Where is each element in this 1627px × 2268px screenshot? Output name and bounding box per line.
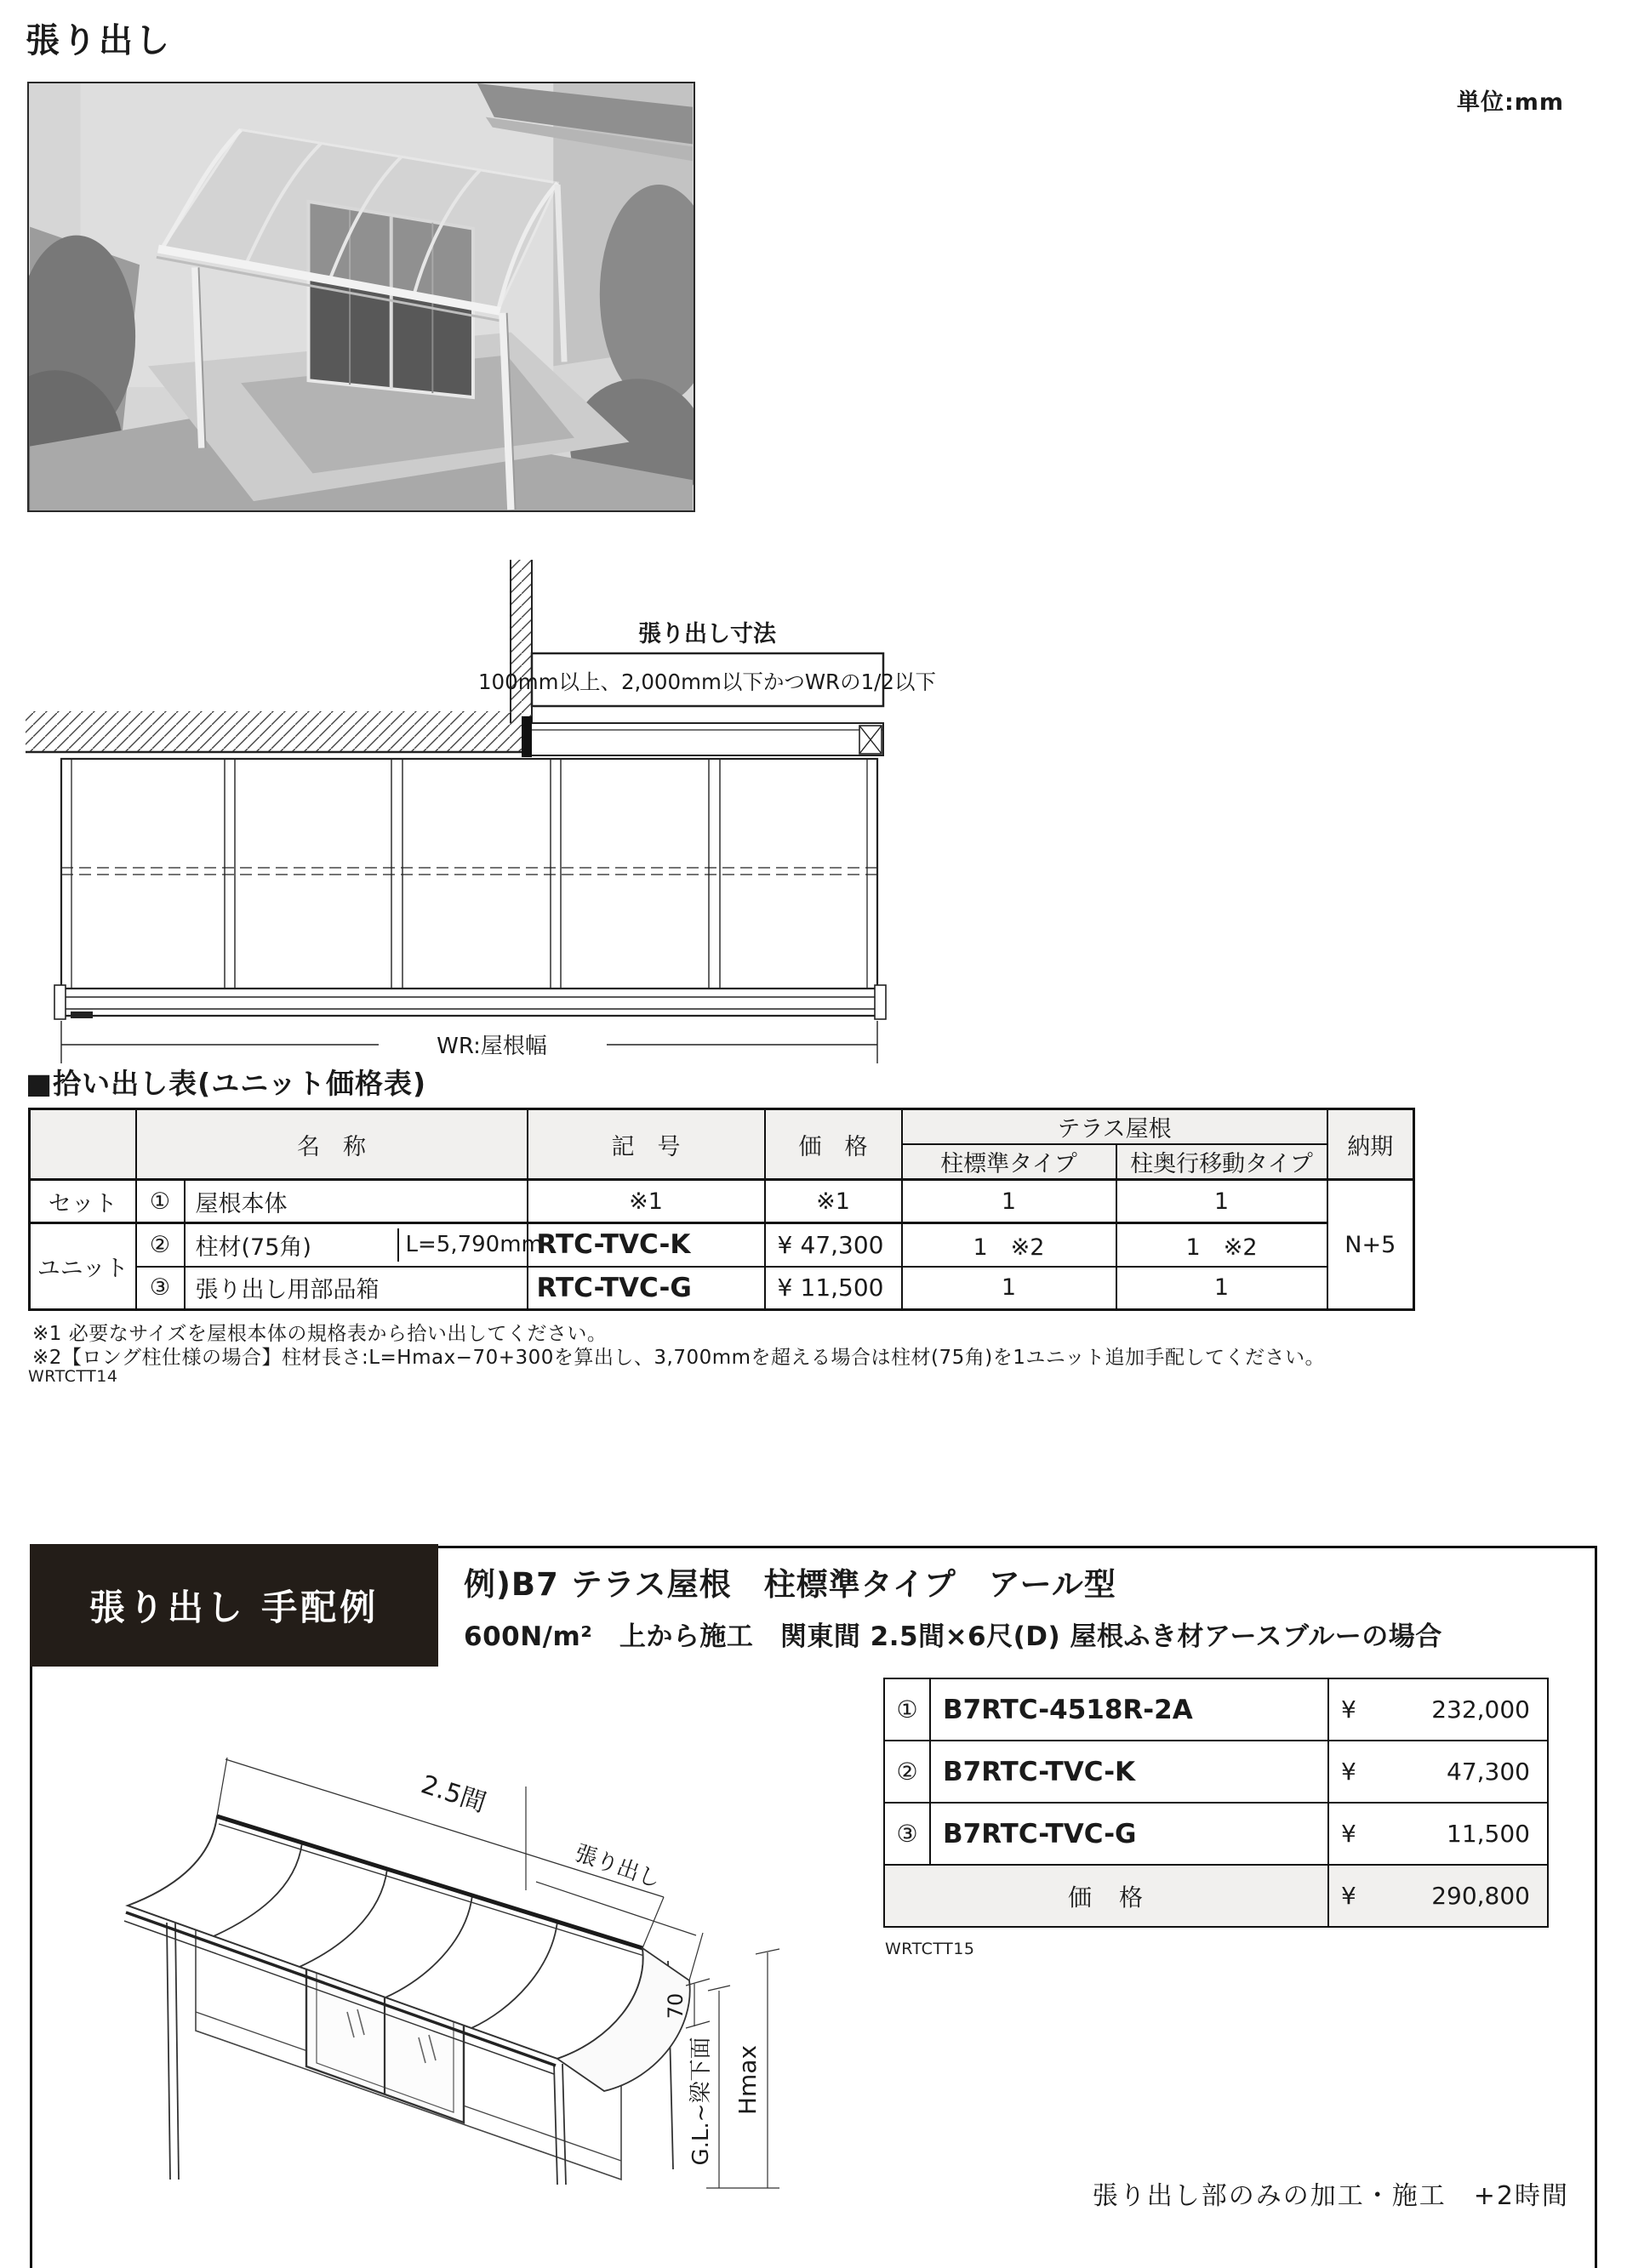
span-dim-label: 2.5間: [417, 1769, 490, 1819]
section-top-rule: [438, 1546, 1597, 1548]
unit-label: 単位:mm: [1457, 89, 1565, 116]
item-price: 47,300: [1447, 1758, 1530, 1786]
item-price: 47,300: [800, 1230, 884, 1259]
row-num: ③: [136, 1267, 185, 1310]
qty-std: 1 ※2: [902, 1223, 1116, 1267]
row-num: ①: [136, 1180, 185, 1223]
item-price: 11,500: [1447, 1820, 1530, 1848]
qty-move: 1 ※2: [1116, 1223, 1327, 1267]
example-price-table: [883, 1678, 1549, 1928]
example-heading: 例)B7 テラス屋根 柱標準タイプ アール型: [464, 1566, 1116, 1603]
yen-sign: ¥: [777, 1230, 793, 1259]
item-code: ※1: [528, 1180, 765, 1223]
col-std-header: 柱標準タイプ: [902, 1144, 1116, 1180]
row-num: ②: [136, 1223, 185, 1267]
page-title: 張り出し: [26, 21, 172, 60]
item-code: B7RTC-TVC-K: [930, 1741, 1328, 1803]
section-right-border: [1595, 1546, 1597, 2268]
example-subheading: 600N/m² 上から施工 関東間 2.5間×6尺(D) 屋根ふき材アースブルーの場合: [464, 1621, 1442, 1652]
yen-sign: ¥: [1341, 1882, 1356, 1910]
row-num: ③: [884, 1803, 930, 1865]
item-name: 張り出し用部品箱: [185, 1267, 528, 1310]
table-row-partsbox: [30, 1267, 1414, 1310]
item-name: 屋根本体: [185, 1180, 528, 1223]
drawing-ref-code: WRTCTT15: [885, 1940, 975, 1958]
group-set: セット: [30, 1180, 136, 1223]
gl-dim-label: G.L.~梁下面: [688, 2037, 714, 2166]
pickup-price-table: [28, 1108, 1415, 1311]
overhang-dim-label: 張り出し: [571, 1840, 664, 1894]
table-row-total: [884, 1865, 1548, 1927]
roof-width-label: WR:屋根幅: [437, 1034, 547, 1059]
example-diagram: [77, 1659, 876, 2203]
yen-sign: ¥: [1341, 1758, 1356, 1786]
yen-sign: ¥: [1341, 1820, 1356, 1848]
overhang-dim-title: 張り出し寸法: [638, 621, 776, 647]
item-price: 232,000: [1431, 1695, 1530, 1724]
row-num: ①: [884, 1678, 930, 1741]
table-row-post: [30, 1223, 1414, 1267]
delivery-value: N+5: [1327, 1180, 1414, 1310]
item-price: 11,500: [800, 1274, 884, 1302]
yen-sign: ¥: [1341, 1695, 1356, 1724]
col-move-header: 柱奥行移動タイプ: [1116, 1144, 1327, 1180]
hmax-dim-label: Hmax: [734, 2044, 762, 2116]
row-num: ②: [884, 1741, 930, 1803]
table-row: [884, 1678, 1548, 1741]
qty-move: 1: [1116, 1180, 1327, 1223]
col-terrace-header: テラス屋根: [902, 1109, 1327, 1145]
col-delivery-header: 納期: [1327, 1109, 1414, 1180]
item-name: 柱材(75角): [195, 1234, 311, 1261]
item-size: L=5,790mm: [397, 1228, 527, 1262]
qty-std: 1: [902, 1267, 1116, 1310]
footnote-2: ※2【ロング柱仕様の場合】柱材長さ:L=Hmax−70+300を算出し、3,700mmを超える場合は柱材(75角)を1ユニット追加手配してください。: [32, 1347, 1325, 1369]
yen-sign: ¥: [777, 1274, 793, 1302]
col-group-header: [30, 1109, 136, 1180]
table-row: [884, 1803, 1548, 1865]
beam-height-dim-label: 70: [664, 1992, 688, 2020]
col-price-header: 価 格: [765, 1109, 902, 1180]
item-code: RTC-TVC-K: [528, 1223, 765, 1267]
qty-move: 1: [1116, 1267, 1327, 1310]
product-photo: [27, 82, 695, 512]
total-label: 価 格: [884, 1865, 1328, 1927]
table-row: [884, 1741, 1548, 1803]
item-price: ※1: [765, 1180, 902, 1223]
item-code: B7RTC-TVC-G: [930, 1803, 1328, 1865]
qty-std: 1: [902, 1180, 1116, 1223]
item-code: RTC-TVC-G: [528, 1267, 765, 1310]
plan-diagram: [21, 546, 940, 1074]
pickup-table-heading: ■拾い出し表(ユニット価格表): [26, 1067, 427, 1100]
footer-note: 張り出し部のみの加工・施工 +2時間: [1092, 2181, 1569, 2211]
group-unit: ユニット: [30, 1223, 136, 1310]
col-name-header: 名 称: [136, 1109, 528, 1180]
drawing-ref-code: WRTCTT14: [28, 1367, 118, 1386]
example-section-title: 張り出し 手配例: [30, 1544, 438, 1667]
product-photo-illustration: [29, 83, 694, 510]
footnote-1: ※1 必要なサイズを屋根本体の規格表から拾い出してください。: [32, 1323, 608, 1345]
item-code: B7RTC-4518R-2A: [930, 1678, 1328, 1741]
table-row-set: [30, 1180, 1414, 1223]
total-price: 290,800: [1431, 1882, 1530, 1910]
col-code-header: 記 号: [528, 1109, 765, 1180]
overhang-dim-spec: 100mm以上、2,000mm以下かつWRの1/2以下: [477, 670, 937, 694]
